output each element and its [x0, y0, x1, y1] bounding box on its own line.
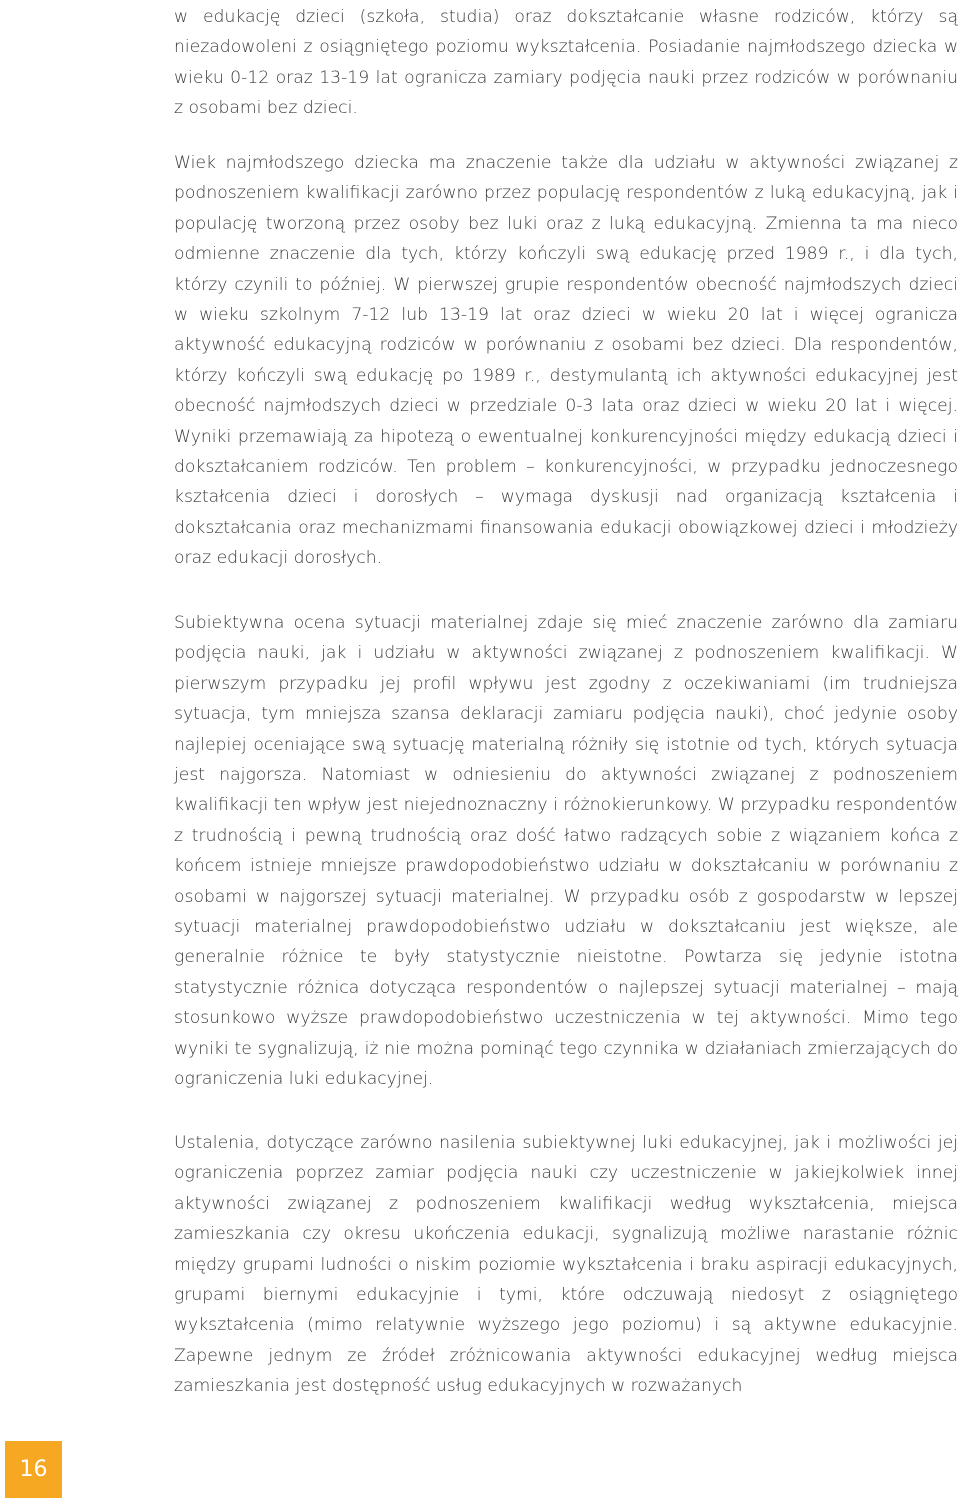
- paragraph-text: w edukację dzieci (szkoła, studia) oraz dokształcanie własne rodziców, którzy są niezadowoleni z osiągniętego poziomu wykształcenia. Posiadanie najmłodszego dziecka w wieku 0-12 oraz 13-19 lat ogranicza zamiary podjęcia nauki przez rodziców w porównaniu z osobami bez dzieci.: [174, 7, 958, 119]
- page-number: 16: [19, 1457, 48, 1482]
- page-number-badge: [5, 1441, 62, 1498]
- paragraph-text: Ustalenia, dotyczące zarówno nasilenia subiektywnej luki edukacyjnej, jak i możliwości jej ograniczenia poprzez zamiar podjęcia nauki czy uczestniczenie w jakiejkolwiek innej aktywności związanej z podnoszeniem kwalifikacji według wykształcenia, miejsca zamieszkania czy okresu ukończenia edukacji, sygnalizują możliwe narastanie różnic między grupami ludności o niskim poziomie wykształcenia i braku aspiracji edukacyjnych, grupami biernymi edukacyjnie i tymi, które odczuwają niedosyt z osiągniętego wykształcenia (mimo relatywnie wyższego jego poziomu) i są aktywne edukacyjnie. Zapewne jednym ze źródeł zróżnicowania aktywności edukacyjnej według miejsca zamieszkania jest dostępność usług edukacyjnych w rozważanych: [174, 1133, 958, 1397]
- paragraph-text: Subiektywna ocena sytuacji materialnej zdaje się mieć znaczenie zarówno dla zamiaru podjęcia nauki, jak i udziału w aktywności związanej z podnoszeniem kwalifikacji. W pierwszym przypadku jej profil wpływu jest zgodny z oczekiwaniami (im trudniejsza sytuacja, tym mniejsza szansa deklaracji zamiaru podjęcia nauki), choć jedynie osoby najlepiej oceniające swą sytuację materialną różniły się istotnie od tych, których sytuacja jest najgorsza. Natomiast w odniesieniu do aktywności związanej z podnoszeniem kwalifikacji ten wpływ jest niejednoznaczny i różnokierunkowy. W przypadku respondentów z trudnością i pewną trudnością oraz dość łatwo radzących sobie z wiązaniem końca z końcem istnieje mniejsze prawdopodobieństwo udziału w dokształcaniu w porównaniu z osobami w najgorszej sytuacji materialnej. W przypadku osób z gospodarstw w lepszej sytuacji materialnej prawdopodobieństwo udziału w dokształcaniu jest większe, ale generalnie różnice te były statystycznie nieistotne. Powtarza się jedynie istotna statystycznie różnica dotycząca respondentów o najlepszej sytuacji materialnej – mają stosunkowo wyższe prawdopodobieństwo uczestniczenia w tej aktywności. Mimo tego wyniki te sygnalizują, iż nie można pominąć tego czynnika w działaniach zmierzających do ograniczenia luki edukacyjnej.: [174, 613, 958, 1090]
- paragraph-text: Wiek najmłodszego dziecka ma znaczenie także dla udziału w aktywności związanej z podnoszeniem kwalifikacji zarówno przez populację respondentów z luką edukacyjną, jak i populację tworzoną przez osoby bez luki oraz z luką edukacyjną. Zmienna ta ma nieco odmienne znaczenie dla tych, którzy kończyli swą edukację przed 1989 r., i dla tych, którzy czynili to później. W pierwszej grupie respondentów obecność najmłodszych dzieci w wieku szkolnym 7-12 lub 13-19 lat oraz dzieci w wieku 20 lat i więcej ogranicza aktywność edukacyjną rodziców w porównaniu z osobami bez dzieci. Dla respondentów, którzy kończyli swą edukację po 1989 r., destymulantą ich aktywności edukacyjnej jest obecność najmłodszych dzieci w przedziale 0-3 lata oraz dzieci w wieku 20 lat i więcej. Wyniki przemawiają za hipotezą o ewentualnej konkurencyjności między edukacją dzieci i dokształcaniem rodziców. Ten problem – konkurencyjności, w przypadku jednoczesnego kształcenia dzieci i dorosłych – wymaga dyskusji nad organizacją kształcenia i dokształcania oraz mechanizmami finansowania edukacji obowiązkowej dzieci i młodzieży oraz edukacji dorosłych.: [174, 153, 958, 569]
- paragraph-findings: [174, 1128, 958, 1402]
- paragraph-child-age: [174, 148, 958, 574]
- paragraph-continued: [174, 2, 958, 124]
- paragraph-material-situation: [174, 608, 958, 1095]
